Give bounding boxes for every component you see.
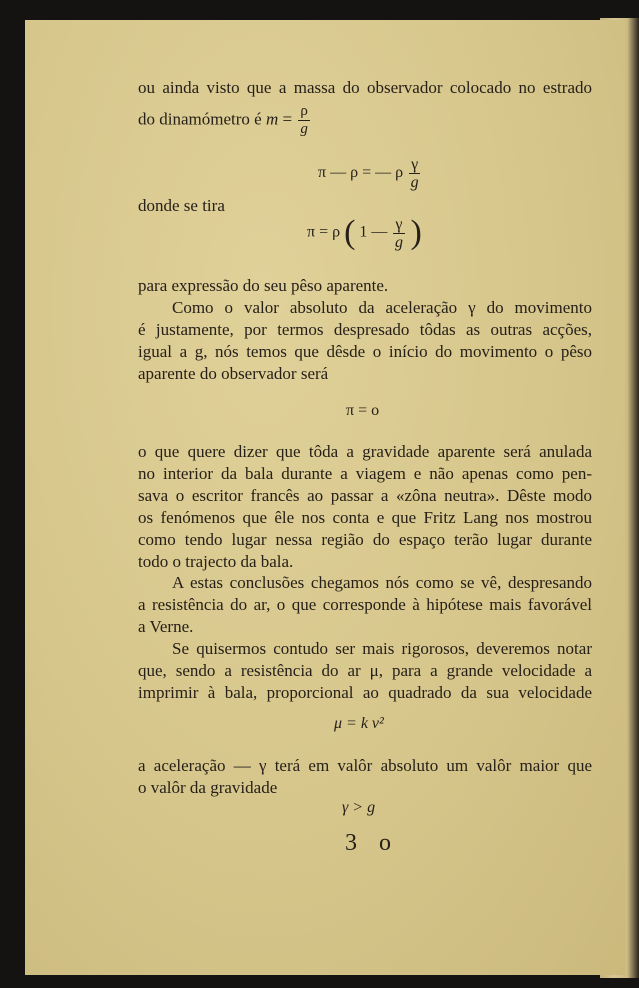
formula-variable: m <box>265 109 279 129</box>
equation: π = o <box>346 402 380 419</box>
paragraph-line: igual a g, nós temos que dêsde o início do movimento o pêso <box>138 342 592 361</box>
equation-term: 1 — <box>359 223 388 241</box>
paragraph-line: sava o escritor francês ao passar a «zôna neutra». Dêste modo <box>138 486 592 505</box>
fraction-denominator: g <box>410 174 419 191</box>
equation: γ > g <box>342 799 376 816</box>
paragraph-line: imprimir à bala, proporcional ao quadrado da sua velocidade <box>138 683 592 702</box>
paragraph-line: a aceleração — γ terá em valôr absoluto um valôr maior que <box>138 756 592 775</box>
fraction <box>409 156 420 191</box>
fraction-denominator: g <box>300 121 308 137</box>
fraction-numerator: ρ <box>300 103 308 119</box>
text-line-with-formula <box>138 103 592 138</box>
equation: μ = k v² <box>334 715 384 732</box>
equation-left: π — ρ = — ρ <box>318 164 404 182</box>
paren-open: ( <box>344 214 356 251</box>
paragraph-line: a resistência do ar, o que corresponde à hipótese mais favorável <box>138 595 592 614</box>
text-line: do dinamómetro é <box>138 109 262 129</box>
paragraph-line: no interior da bala durante a viagem e não apenas como pen- <box>138 464 592 483</box>
fraction <box>393 216 404 251</box>
equation <box>318 156 422 191</box>
paragraph-line: aparente do observador será <box>138 364 329 383</box>
text-line: donde se tira <box>138 196 225 215</box>
paragraph-line: é justamente, por termos despresado tôdas as outras acções, <box>138 320 592 339</box>
paren-close: ) <box>410 214 422 251</box>
equation-left: π = ρ <box>307 223 341 241</box>
paragraph-line: A estas conclusões chegamos nós como se vê, despresando <box>172 573 592 592</box>
fraction <box>298 103 310 138</box>
paragraph-line: Como o valor absoluto da aceleração γ do movimento <box>172 298 592 317</box>
paragraph-line: para expressão do seu pêso aparente. <box>138 276 389 295</box>
paragraph-line: o valôr da gravidade <box>138 778 278 797</box>
page-number: 3 o <box>345 830 399 856</box>
paragraph-line: todo o trajecto da bala. <box>138 552 294 571</box>
paragraph-line: como tendo lugar nessa região do espaço terão lugar durante <box>138 530 592 549</box>
paragraph-line: o que quere dizer que tôda a gravidade aparente será anulada <box>138 442 592 461</box>
fraction-numerator: γ <box>411 156 419 173</box>
fraction-numerator: γ <box>395 215 403 233</box>
equation <box>307 214 422 252</box>
paragraph-line: Se quisermos contudo ser mais rigorosos, deveremos notar <box>172 639 592 658</box>
formula-operator: = <box>282 109 293 129</box>
fraction-denominator: g <box>394 233 403 251</box>
paragraph-line: que, sendo a resistência do ar μ, para a grande velocidade a <box>138 661 592 680</box>
paragraph-line: a Verne. <box>138 617 194 636</box>
paragraph-line: os fenómenos que êle nos conta e que Fritz Lang nos mostrou <box>138 508 592 527</box>
text-line: ou ainda visto que a massa do observador colocado no estrado <box>138 78 592 97</box>
